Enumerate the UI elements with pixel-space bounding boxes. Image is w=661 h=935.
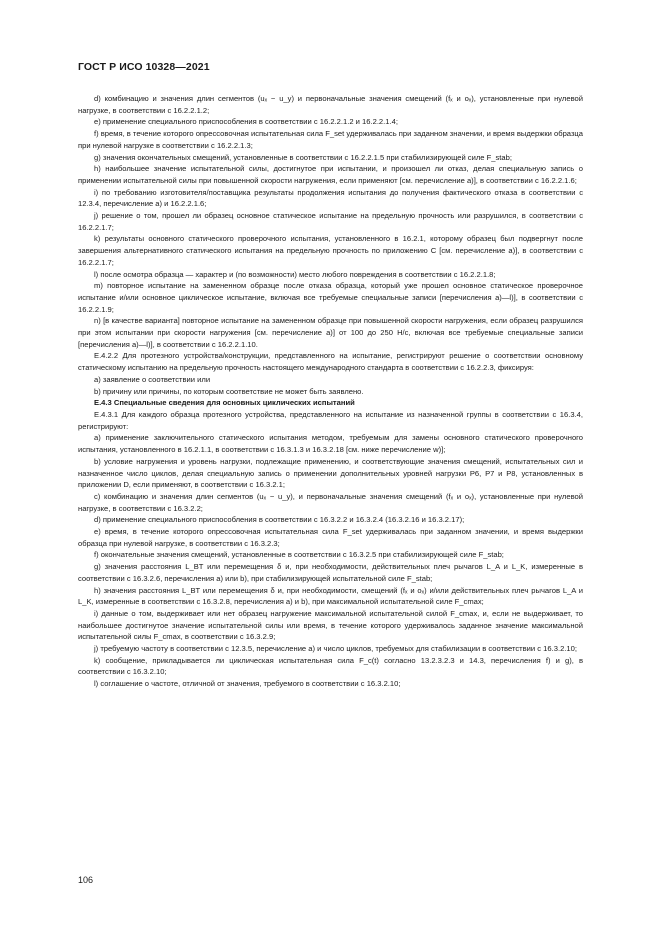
paragraph: f) время, в течение которого опрессовочная испытательная сила F_set удерживалась при заданном значении, и время выдержки образца при нулевой нагрузке в соответствии с 16.2.2.1.3; [78, 129, 583, 150]
paragraph: d) применение специального приспособления в соответствии с 16.3.2.2 и 16.3.2.4 (16.3.2.16 и 16.3.2.17); [94, 515, 465, 525]
paragraph: g) значения окончательных смещений, установленные в соответствии с 16.2.2.1.5 при стабилизирующей силе F_stab; [94, 152, 512, 162]
paragraph: h) наибольшее значение испытательной силы, достигнутое при испытании, и произошел ли отказ, делая специальную запись о применении испытательной силы при повышенной скорости нагружения, если применяют [см. перечисление а)], в соответствии с 16.2.2.1.6; [78, 164, 583, 185]
page-number: 106 [78, 875, 94, 885]
paragraph: g) значения расстояния L_BT или перемещения δ и, при необходимости, действительных плеч рычагов L_A и L_K, измеренные в соответствии с 16.3.2.6, перечисления а) или b), при стабилизирующей испытательной силе F_stab; [78, 562, 583, 583]
paragraph: i) данные о том, выдерживает или нет образец нагружение максимальной испытательной силой F_cmax, и, если не выдерживает, то наибольшее достигнутое значение испытательной силы или время, в течение которого удерживалось заданное значение максимальной испытательной силы F_cmax, в соответствии с 16.3.2.9; [78, 608, 583, 642]
paragraph: e) время, в течение которого опрессовочная испытательная сила F_set удерживалась при заданном значении, и время выдержки образца при нулевой нагрузке, в соответствии с 16.3.2.3; [78, 527, 583, 548]
paragraph: h) значения расстояния L_BT или перемещения δ и, при необходимости, смещений (fₓ и oₓ) и/или действительных плеч рычагов L_A и L_K, измеренные в соответствии с 16.3.2.8, перечисления а) и b), при максимальной испытательной силе F_cmax; [78, 585, 583, 607]
paragraph: Е.4.2.2 Для протезного устройства/конструкции, представленного на испытание, регистрируют решение о соответствии основному статическому испытанию на предельную прочность настоящего международного стандарта в соответствии с 16.2.2.3, фиксируя: [78, 351, 583, 373]
paragraph: b) причину или причины, по которым соответствие не может быть заявлено. [94, 386, 364, 396]
paragraph: b) условие нагружения и уровень нагрузки, подлежащие применению, и соответствующие значения смещений, испытательных сил и назначенное число циклов, делая специальную запись о применении дополнительных уровней нагрузки Р6, Р7 и Р8, установленных в приложении D, если применяют, в соответствии с 16.3.2.1; [78, 456, 583, 490]
document-header: ГОСТ Р ИСО 10328—2021 [78, 61, 210, 73]
paragraph: l) соглашение о частоте, отличной от значения, требуемого в соответствии с 16.3.2.10; [94, 679, 401, 689]
paragraph: j) требуемую частоту в соответствии с 12.3.5, перечисление а) и число циклов, требуемых для стабилизации в соответствии с 16.3.2.10; [94, 644, 577, 654]
paragraph: k) сообщение, прикладывается ли циклическая испытательная сила F_c(t) согласно 13.2.3.2.3 и 14.3, перечисления f) и g), в соответствии с 16.3.2.10; [78, 655, 583, 677]
paragraph: i) по требованию изготовителя/поставщика результаты продолжения испытания до получения фактического отказа в соответствии с 12.3.4, перечисление а) и 16.2.2.1.6; [78, 187, 583, 209]
paragraph: m) повторное испытание на замененном образце после отказа образца, который уже прошел основное статическое проверочное испытание и/или основное циклическое испытание, включая все требуемые специальные записи [перечисления а)—l)], в соответствии с 16.2.2.1.9; [78, 281, 583, 314]
paragraph: l) после осмотра образца — характер и (по возможности) место любого повреждения в соответствии с 16.2.2.1.8; [94, 269, 496, 279]
paragraph: c) комбинацию и значения длин сегментов (uₓ − u_y), и первоначальные значения смещений (fₓ и oₓ), установленные при нулевой нагрузке, в соответствии с 16.3.2.2; [78, 491, 583, 513]
paragraph: Е.4.3.1 Для каждого образца протезного устройства, представленного на испытание из назначенной группы в соответствии с 16.3.4, регистрируют: [78, 409, 583, 431]
paragraph: e) применение специального приспособления в соответствии с 16.2.2.1.2 и 16.2.2.1.4; [94, 117, 398, 127]
paragraph: a) заявление о соответствии или [94, 374, 211, 384]
paragraph: f) окончательные значения смещений, установленные в соответствии с 16.3.2.5 при стабилизирующей силе F_stab; [94, 550, 504, 560]
section-title: Е.4.3 Специальные сведения для основных циклических испытаний [94, 398, 355, 408]
paragraph: k) результаты основного статического проверочного испытания, установленного в 16.2.1, которому образец был подвергнут после завершения альтернативного статического испытания на предельную прочность по приложению С [см. перечисление а)], в соответствии с 16.2.2.1.7; [78, 234, 583, 267]
paragraph: j) решение о том, прошел ли образец основное статическое испытание на предельную прочность или разрушился, в соответствии с 16.2.2.1.7; [78, 211, 583, 232]
document-body [78, 93, 583, 690]
paragraph: n) [в качестве варианта] повторное испытание на замененном образце при повышенной скорости нагружения, если образец разрушился при этом испытании при скорости нагружения [см. перечисление а)] от 100 до 250 Н/с, включая все требуемые специальные записи [перечисления а)—l)], в соответствии с 16.2.2.1.10. [78, 316, 583, 349]
paragraph: d) комбинацию и значения длин сегментов (uₓ − u_y) и первоначальные значения смещений (fₓ и oₓ), установленные при нулевой нагрузке, в соответствии с 16.2.2.1.2; [78, 94, 583, 115]
paragraph: a) применение заключительного статического испытания методом, требуемым для замены основного статического проверочного испытания, установленного в 16.2.1.1, в соответствии с 16.3.1.3 и 16.3.2.18 [см. ниже перечисление w)]; [78, 433, 583, 455]
